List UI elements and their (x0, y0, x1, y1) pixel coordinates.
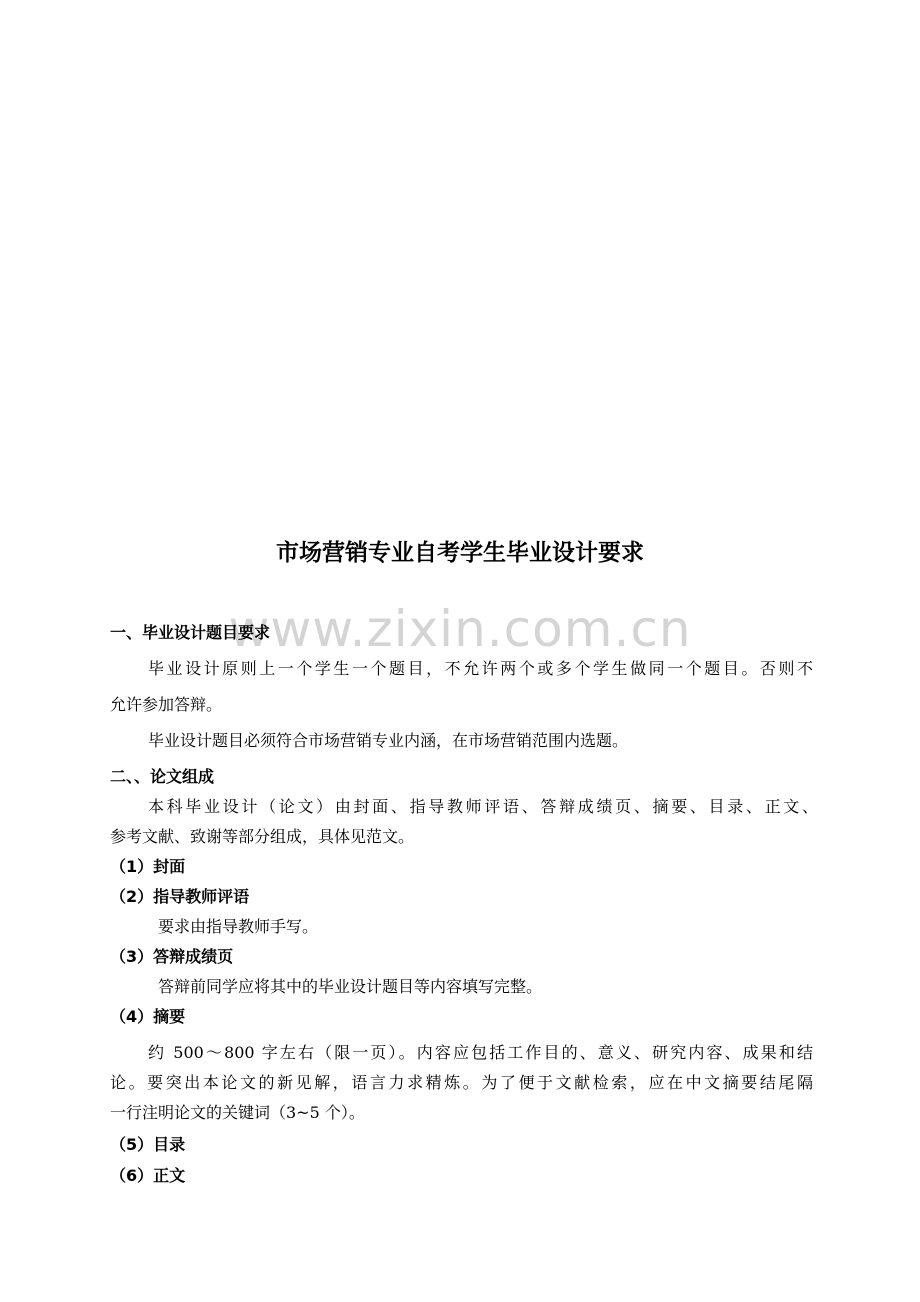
paragraph-line: 参考文献、致谢等部分组成，具体见范文。 (110, 827, 415, 846)
paragraph-line: 毕业设计题目必须符合市场营销专业内涵，在市场营销范围内选题。 (148, 731, 629, 750)
section-heading-composition: 二、、论文组成 (110, 767, 215, 786)
list-item-body: （6）正文 (110, 1166, 186, 1185)
list-item-abstract: （4）摘要 (110, 1007, 186, 1026)
paragraph-line: 约 500～800 字左右（限一页）。内容应包括工作目的、意义、研究内容、成果和结 (148, 1043, 813, 1062)
list-item-text: 要求由指导教师手写。 (158, 917, 319, 936)
paragraph-line: 论。要突出本论文的新见解，语言力求精炼。为了便于文献检索，应在中文摘要结尾隔 (110, 1073, 813, 1092)
page-title: 市场营销专业自考学生毕业设计要求 (276, 540, 644, 566)
paragraph-line: 一行注明论文的关键词（3~5 个）。 (110, 1103, 365, 1122)
list-item-cover: （1）封面 (110, 857, 186, 876)
paragraph-line: 毕业设计原则上一个学生一个题目，不允许两个或多个学生做同一个题目。否则不 (148, 659, 813, 678)
list-item-toc: （5）目录 (110, 1135, 186, 1154)
list-item-text: 答辩前同学应将其中的毕业设计题目等内容填写完整。 (158, 977, 543, 996)
list-item-advisor-comments: （2）指导教师评语 (110, 887, 250, 906)
list-item-defense-score: （3）答辩成绩页 (110, 947, 234, 966)
watermark: www.zixin.com.cn (228, 600, 692, 658)
paragraph-line: 允许参加答辩。 (110, 695, 223, 714)
section-heading-topic: 一、毕业设计题目要求 (110, 623, 271, 642)
paragraph-line: 本科毕业设计（论文）由封面、指导教师评语、答辩成绩页、摘要、目录、正文、 (148, 797, 818, 816)
